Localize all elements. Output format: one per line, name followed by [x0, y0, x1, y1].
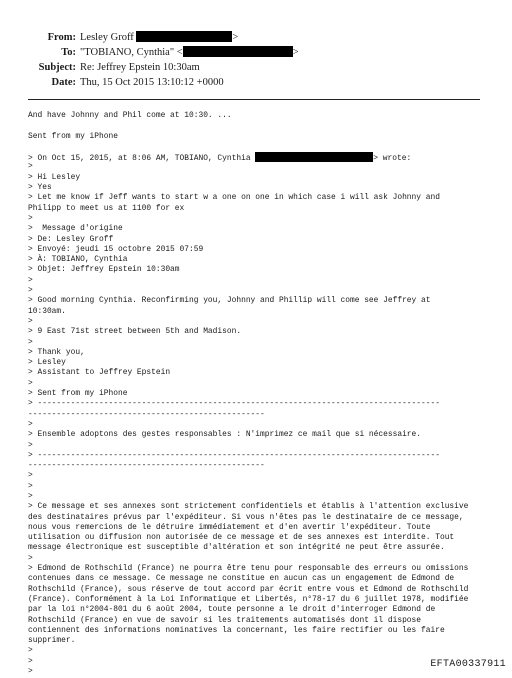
- body-line: > 9 East 71st street between 5th and Madison.: [28, 327, 242, 337]
- body-line: Sent from my iPhone: [28, 131, 118, 141]
- from-row: [0, 30, 512, 45]
- email-body: [28, 111, 488, 677]
- body-line: > Envoyé: jeudi 15 octobre 2015 07:59: [28, 244, 204, 254]
- to-value: [80, 45, 299, 60]
- body-line: 10:30am.: [28, 306, 66, 316]
- body-line: >: [28, 378, 33, 388]
- body-line: >: [28, 481, 33, 491]
- body-line: And have Johnny and Phil come at 10:30. ...: [28, 111, 232, 120]
- body-line: >: [28, 419, 33, 429]
- body-line: > De: Lesley Groff: [28, 234, 114, 244]
- body-line: >: [28, 316, 33, 326]
- body-line: >: [28, 553, 33, 563]
- body-line: >: [28, 667, 33, 677]
- header-divider: [28, 99, 480, 100]
- document-id: EFTA00337911: [430, 659, 506, 670]
- from-label: From:: [47, 32, 76, 43]
- disclaimer-line: > Edmond de Rothschild (France) ne pourra être tenu pour responsable des erreurs ou omissions: [28, 564, 469, 574]
- redaction-box: [183, 46, 293, 57]
- date-row: [0, 75, 512, 90]
- disclaimer-line: Rothschild (France) en vue de savoir si les traitements automatisés dont il dispose: [28, 615, 422, 625]
- disclaimer-line: (France). Conformément à la Loi Informatique et Libertés, n°78-17 du 6 juillet 1978, modifiée: [28, 594, 469, 604]
- body-line: >: [28, 286, 33, 296]
- disclaimer-line: message électronique est susceptible d'altération et son intégrité ne peut être assurée.: [28, 543, 445, 553]
- body-line: > Lesley: [28, 358, 66, 368]
- separator-line: --------------------------------------------------: [28, 409, 265, 419]
- to-row: [0, 45, 512, 60]
- disclaimer-line: supprimer.: [28, 636, 76, 646]
- body-line: >: [28, 275, 33, 285]
- disclaimer-line: des destinataires prévus par l'expéditeur. Si vous n'êtes pas le destinataire de ce message,: [28, 512, 464, 522]
- quoted-header-prefix: > On Oct 15, 2015, at 8:06 AM, TOBIANO, Cynthia: [28, 154, 256, 164]
- separator-line: > -------------------------------------------------------------------------------------: [28, 399, 440, 409]
- body-line: >: [28, 337, 33, 347]
- quoted-header-line: [28, 152, 488, 162]
- disclaimer-line: utilisation ou diffusion non autorisée de ce message et de ses annexes est interdite. Tout: [28, 533, 455, 543]
- from-value: [80, 30, 238, 45]
- body-line: > Sent from my iPhone: [28, 389, 128, 399]
- body-line: > Assistant to Jeffrey Epstein: [28, 368, 171, 378]
- disclaimer-line: contenues dans ce message. Ce message ne constitue en aucun cas un engagement de Edmond de: [28, 574, 455, 584]
- redaction-box: [255, 152, 373, 162]
- date-value: Thu, 15 Oct 2015 13:10:12 +0000: [80, 77, 224, 88]
- body-line: >: [28, 440, 33, 450]
- separator-line: > -------------------------------------------------------------------------------------: [28, 450, 440, 460]
- body-line: > Message d'origine: [28, 224, 123, 234]
- subject-row: [0, 60, 512, 75]
- from-suffix: >: [232, 32, 239, 43]
- disclaimer-line: par la loi n°2004-801 du 6 août 2004, toute personne a le droit d'interroger Edmond de: [28, 605, 436, 615]
- subject-value: Re: Jeffrey Epstein 10:30am: [80, 62, 200, 73]
- body-line: > Hi Lesley: [28, 172, 81, 182]
- disclaimer-line: > Ce message et ses annexes sont strictement confidentiels et établis à l'attention exclusive: [28, 502, 469, 512]
- body-line: [28, 142, 488, 152]
- separator-line: --------------------------------------------------: [28, 461, 265, 471]
- quoted-header-suffix: > wrote:: [373, 154, 412, 164]
- body-line: > À: TOBIANO, Cynthia: [28, 255, 128, 265]
- to-suffix: >: [292, 47, 299, 58]
- body-line: >: [28, 471, 33, 481]
- email-header: [0, 30, 512, 90]
- body-line: [28, 121, 488, 131]
- disclaimer-line: Rothschild (France), sous réserve de tout accord par écrit entre vous et Edmond de Rothschild: [28, 584, 469, 594]
- body-line: > Objet: Jeffrey Epstein 10:30am: [28, 265, 180, 275]
- disclaimer-line: nous vous remercions de le détruire immédiatement et d'en avertir l'expéditeur. Toute: [28, 522, 431, 532]
- body-line: > Good morning Cynthia. Reconfirming you, Johnny and Phillip will come see Jeffrey at: [28, 296, 431, 306]
- redaction-box: [136, 31, 232, 42]
- body-line: >: [28, 162, 33, 172]
- from-name: Lesley Groff: [80, 32, 134, 43]
- subject-label: Subject:: [38, 62, 76, 73]
- to-name: "TOBIANO, Cynthia" <: [80, 47, 183, 58]
- body-line: >: [28, 491, 33, 501]
- date-label: Date:: [51, 77, 76, 88]
- disclaimer-line: contiennent des informations nominatives la concernant, les faire rectifier ou les faire: [28, 625, 445, 635]
- body-line: >: [28, 646, 33, 656]
- body-line: >: [28, 656, 33, 666]
- to-label: To:: [61, 47, 76, 58]
- body-line: > Ensemble adoptons des gestes responsables : N'imprimez ce mail que si nécessaire.: [28, 430, 422, 440]
- body-line: > Yes: [28, 183, 52, 193]
- body-line: > Let me know if Jeff wants to start w a one on one in which case i will ask Johnny and: [28, 193, 440, 203]
- body-line: >: [28, 213, 33, 223]
- body-line: > Thank you,: [28, 347, 85, 357]
- body-line: Philipp to meet us at 1100 for ex: [28, 203, 185, 213]
